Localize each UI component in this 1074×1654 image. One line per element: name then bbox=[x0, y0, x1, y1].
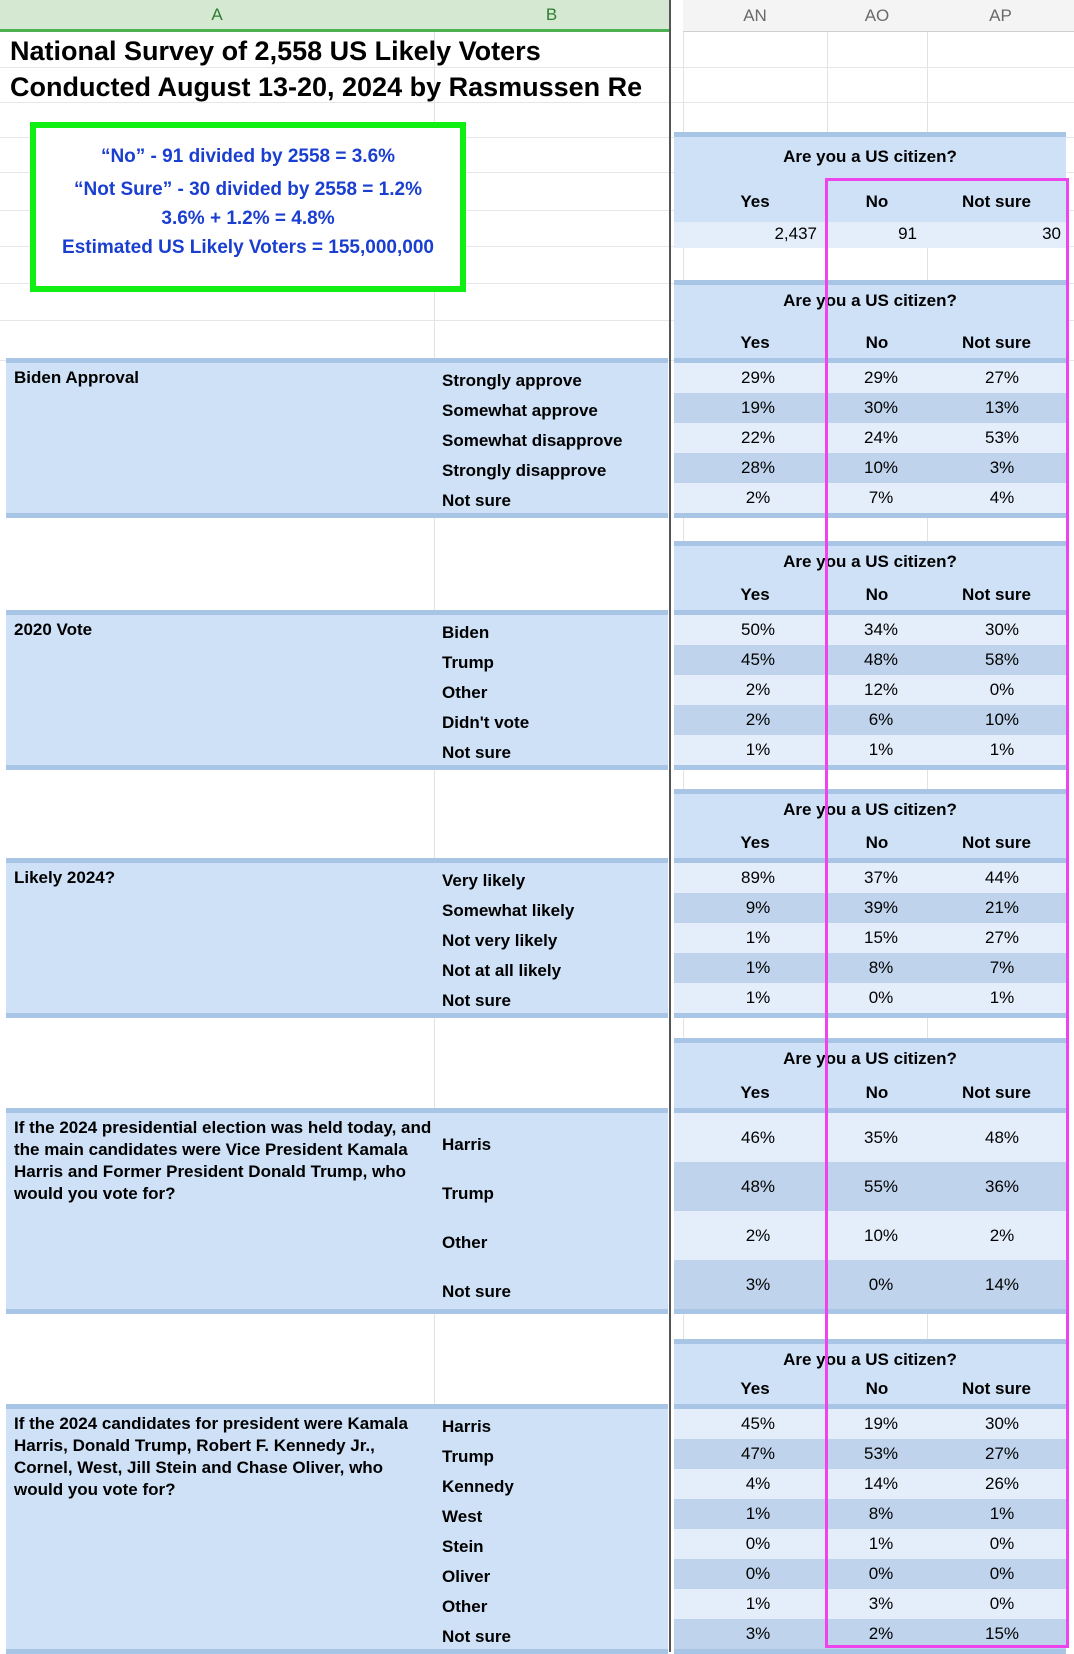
question-label: 2020 Vote bbox=[14, 620, 93, 639]
survey-title-line-1: National Survey of 2,558 US Likely Voters bbox=[10, 36, 541, 66]
cell-no[interactable]: 7% bbox=[868, 488, 894, 507]
cell-yes[interactable]: 0% bbox=[745, 1534, 771, 1553]
cell-no[interactable]: 15% bbox=[863, 928, 899, 947]
col-label-no: No bbox=[865, 333, 889, 352]
cell-not-sure[interactable]: 15% bbox=[984, 1624, 1020, 1643]
col-label-yes: Yes bbox=[740, 1083, 770, 1102]
cell-not-sure[interactable]: 26% bbox=[984, 1474, 1020, 1493]
answer-label: Harris bbox=[442, 1417, 492, 1436]
cell-yes[interactable]: 45% bbox=[740, 1414, 776, 1433]
cell-yes[interactable]: 48% bbox=[740, 1176, 776, 1196]
cell-not-sure[interactable]: 36% bbox=[984, 1176, 1020, 1196]
col-label-not-sure: Not sure bbox=[962, 833, 1031, 852]
cell-yes[interactable]: 4% bbox=[745, 1474, 771, 1493]
question-label: If the 2024 candidates for president were Kamala Harris, Donald Trump, Robert F. Kennedy Jr., Cornel, West, Jill Stein and Chase Oliver, who would you vote for? bbox=[14, 1414, 408, 1499]
citizen-question-header: Are you a US citizen? bbox=[783, 1350, 957, 1369]
cell-no[interactable]: 39% bbox=[863, 898, 899, 917]
cell-yes[interactable]: 3% bbox=[745, 1624, 771, 1643]
answer-label: Not sure bbox=[442, 991, 511, 1010]
cell-not-sure[interactable]: 53% bbox=[984, 428, 1020, 447]
column-header-ap[interactable]: AP bbox=[927, 0, 1074, 32]
answer-label: Biden bbox=[442, 623, 490, 642]
citizen-question-header: Are you a US citizen? bbox=[783, 800, 957, 819]
annotation-line-3: 3.6% + 1.2% = 4.8% bbox=[161, 208, 335, 229]
cell-not-sure[interactable]: 27% bbox=[984, 1444, 1020, 1463]
cell-yes[interactable]: 47% bbox=[740, 1444, 776, 1463]
cell-not-sure[interactable]: 4% bbox=[989, 488, 1015, 507]
answer-label: Kennedy bbox=[442, 1477, 514, 1496]
column-header-a[interactable]: A bbox=[0, 0, 434, 32]
col-label-yes: Yes bbox=[740, 192, 770, 211]
question-block bbox=[6, 1404, 668, 1654]
cell-no[interactable]: 35% bbox=[863, 1127, 899, 1147]
annotation-box bbox=[30, 122, 466, 292]
answer-label: Didn't vote bbox=[442, 713, 530, 732]
cell-yes[interactable]: 22% bbox=[740, 428, 776, 447]
cell-not-sure[interactable]: 44% bbox=[984, 868, 1020, 887]
col-label-yes: Yes bbox=[740, 833, 770, 852]
cell-no[interactable]: 2% bbox=[868, 1624, 894, 1643]
col-label-not-sure: Not sure bbox=[962, 585, 1031, 604]
answer-label: Not sure bbox=[442, 491, 511, 510]
col-label-not-sure: Not sure bbox=[962, 333, 1031, 352]
cell-not-sure[interactable]: 1% bbox=[989, 740, 1015, 759]
cell-yes[interactable]: 28% bbox=[740, 458, 776, 477]
cell-yes[interactable]: 3% bbox=[745, 1274, 771, 1294]
question-block bbox=[6, 610, 668, 770]
cell-not-sure[interactable]: 21% bbox=[984, 898, 1020, 917]
question-label: Biden Approval bbox=[14, 368, 139, 387]
cell-not-sure[interactable]: 7% bbox=[989, 958, 1015, 977]
answer-label: Harris bbox=[442, 1135, 492, 1154]
question-label: If the 2024 presidential election was held today, and the main candidates were Vice President Kamala Harris and Former President Donald Trump, who would you vote for? bbox=[14, 1118, 432, 1203]
col-label-not-sure: Not sure bbox=[962, 1083, 1031, 1102]
answer-label: Other bbox=[442, 683, 488, 702]
cell-no[interactable]: 14% bbox=[863, 1474, 899, 1493]
count-yes: 2,437 bbox=[774, 224, 817, 243]
grid-hline bbox=[0, 67, 1074, 68]
answer-label: Somewhat disapprove bbox=[442, 431, 623, 450]
question-block bbox=[6, 358, 668, 518]
answer-label: Somewhat likely bbox=[442, 901, 575, 920]
citizen-question-header: Are you a US citizen? bbox=[783, 291, 957, 310]
cell-no[interactable]: 0% bbox=[868, 1274, 894, 1294]
col-label-not-sure: Not sure bbox=[962, 1379, 1031, 1398]
cell-yes[interactable]: 19% bbox=[740, 398, 776, 417]
cell-yes[interactable]: 45% bbox=[740, 650, 776, 669]
answer-label: Stein bbox=[442, 1537, 484, 1556]
column-header-ao[interactable]: AO bbox=[827, 0, 927, 32]
col-label-yes: Yes bbox=[740, 333, 770, 352]
answer-label: Somewhat approve bbox=[442, 401, 598, 420]
question-block bbox=[6, 858, 668, 1018]
col-label-no: No bbox=[865, 1083, 889, 1102]
cell-yes[interactable]: 2% bbox=[745, 1225, 771, 1245]
answer-label: Not sure bbox=[442, 1627, 511, 1646]
answer-label: Very likely bbox=[442, 871, 526, 890]
cell-not-sure[interactable]: 0% bbox=[989, 1594, 1015, 1613]
cell-no[interactable]: 29% bbox=[863, 368, 899, 387]
cell-no[interactable]: 6% bbox=[868, 710, 894, 729]
cell-yes[interactable]: 9% bbox=[745, 898, 771, 917]
citizen-question-header: Are you a US citizen? bbox=[783, 552, 957, 571]
frozen-pane-divider bbox=[669, 0, 671, 1652]
answer-label: Not very likely bbox=[442, 931, 558, 950]
answer-label: Other bbox=[442, 1597, 488, 1616]
cell-not-sure[interactable]: 0% bbox=[989, 1564, 1015, 1583]
answer-label: Trump bbox=[442, 1447, 494, 1466]
highlight-box bbox=[825, 178, 1069, 1648]
column-header-b[interactable]: B bbox=[434, 0, 669, 32]
col-label-no: No bbox=[865, 1379, 889, 1398]
cell-no[interactable]: 30% bbox=[863, 398, 899, 417]
answer-label: Strongly approve bbox=[442, 371, 582, 390]
answer-label: Not sure bbox=[442, 1282, 511, 1301]
cell-not-sure[interactable]: 2% bbox=[989, 1225, 1015, 1245]
col-label-yes: Yes bbox=[740, 1379, 770, 1398]
cell-no[interactable]: 8% bbox=[868, 1504, 894, 1523]
cell-no[interactable]: 0% bbox=[868, 1564, 894, 1583]
cell-no[interactable]: 12% bbox=[863, 680, 899, 699]
answer-label: Not sure bbox=[442, 743, 511, 762]
col-label-not-sure: Not sure bbox=[962, 192, 1031, 211]
cell-no[interactable]: 19% bbox=[863, 1414, 899, 1433]
cell-not-sure[interactable]: 30% bbox=[984, 1414, 1020, 1433]
answer-label: Oliver bbox=[442, 1567, 491, 1586]
cell-no[interactable]: 48% bbox=[863, 650, 899, 669]
cell-not-sure[interactable]: 10% bbox=[984, 710, 1020, 729]
column-header-an[interactable]: AN bbox=[683, 0, 827, 32]
answer-label: Trump bbox=[442, 1184, 494, 1203]
cell-no[interactable]: 1% bbox=[868, 1534, 894, 1553]
survey-title-line-2: Conducted August 13-20, 2024 by Rasmussen Re bbox=[10, 72, 643, 102]
col-label-no: No bbox=[865, 585, 889, 604]
col-label-yes: Yes bbox=[740, 585, 770, 604]
answer-label: Other bbox=[442, 1233, 488, 1252]
cell-no[interactable]: 1% bbox=[868, 740, 894, 759]
cell-yes[interactable]: 1% bbox=[745, 740, 771, 759]
answer-label: Not at all likely bbox=[442, 961, 562, 980]
col-label-no: No bbox=[865, 192, 889, 211]
cell-not-sure[interactable]: 0% bbox=[989, 680, 1015, 699]
cell-no[interactable]: 10% bbox=[863, 1225, 899, 1245]
cell-yes[interactable]: 1% bbox=[745, 1594, 771, 1613]
cell-yes[interactable]: 1% bbox=[745, 988, 771, 1007]
count-not-sure: 30 bbox=[1042, 224, 1061, 243]
cell-no[interactable]: 10% bbox=[863, 458, 899, 477]
answer-label: Strongly disapprove bbox=[442, 461, 607, 480]
cell-not-sure[interactable]: 0% bbox=[989, 1534, 1015, 1553]
annotation-line-1: “No” - 91 divided by 2558 = 3.6% bbox=[100, 146, 396, 167]
cell-yes[interactable]: 29% bbox=[740, 368, 776, 387]
cell-not-sure[interactable]: 13% bbox=[984, 398, 1020, 417]
cell-yes[interactable]: 89% bbox=[740, 868, 776, 887]
cell-yes[interactable]: 2% bbox=[745, 488, 771, 507]
cell-yes[interactable]: 1% bbox=[745, 1504, 771, 1523]
cell-no[interactable]: 55% bbox=[863, 1176, 899, 1196]
question-block bbox=[6, 1108, 668, 1314]
cell-not-sure[interactable]: 1% bbox=[989, 988, 1015, 1007]
cell-not-sure[interactable]: 58% bbox=[984, 650, 1020, 669]
cell-no[interactable]: 34% bbox=[863, 620, 899, 639]
cell-no[interactable]: 3% bbox=[868, 1594, 894, 1613]
question-label: Likely 2024? bbox=[14, 868, 116, 887]
cell-no[interactable]: 8% bbox=[868, 958, 894, 977]
annotation-line-2: “Not Sure” - 30 divided by 2558 = 1.2% bbox=[74, 179, 422, 200]
col-label-no: No bbox=[865, 833, 889, 852]
cell-not-sure[interactable]: 27% bbox=[984, 368, 1020, 387]
cell-yes[interactable]: 1% bbox=[745, 928, 771, 947]
cell-no[interactable]: 24% bbox=[863, 428, 899, 447]
answer-label: Trump bbox=[442, 653, 494, 672]
cell-no[interactable]: 37% bbox=[863, 868, 899, 887]
cell-not-sure[interactable]: 27% bbox=[984, 928, 1020, 947]
cell-yes[interactable]: 46% bbox=[740, 1127, 776, 1147]
cell-no[interactable]: 53% bbox=[863, 1444, 899, 1463]
cell-not-sure[interactable]: 48% bbox=[984, 1127, 1020, 1147]
annotation-line-4: Estimated US Likely Voters = 155,000,000 bbox=[62, 237, 434, 258]
cell-no[interactable]: 0% bbox=[868, 988, 894, 1007]
cell-not-sure[interactable]: 30% bbox=[984, 620, 1020, 639]
cell-yes[interactable]: 1% bbox=[745, 958, 771, 977]
cell-yes[interactable]: 2% bbox=[745, 710, 771, 729]
citizen-question-header: Are you a US citizen? bbox=[783, 1049, 957, 1068]
citizen-question-header: Are you a US citizen? bbox=[783, 147, 957, 166]
cell-not-sure[interactable]: 3% bbox=[989, 458, 1015, 477]
cell-yes[interactable]: 0% bbox=[745, 1564, 771, 1583]
answer-label: West bbox=[442, 1507, 483, 1526]
cell-yes[interactable]: 2% bbox=[745, 680, 771, 699]
cell-yes[interactable]: 50% bbox=[740, 620, 776, 639]
count-no: 91 bbox=[898, 224, 917, 243]
cell-not-sure[interactable]: 1% bbox=[989, 1504, 1015, 1523]
cell-not-sure[interactable]: 14% bbox=[984, 1274, 1020, 1294]
